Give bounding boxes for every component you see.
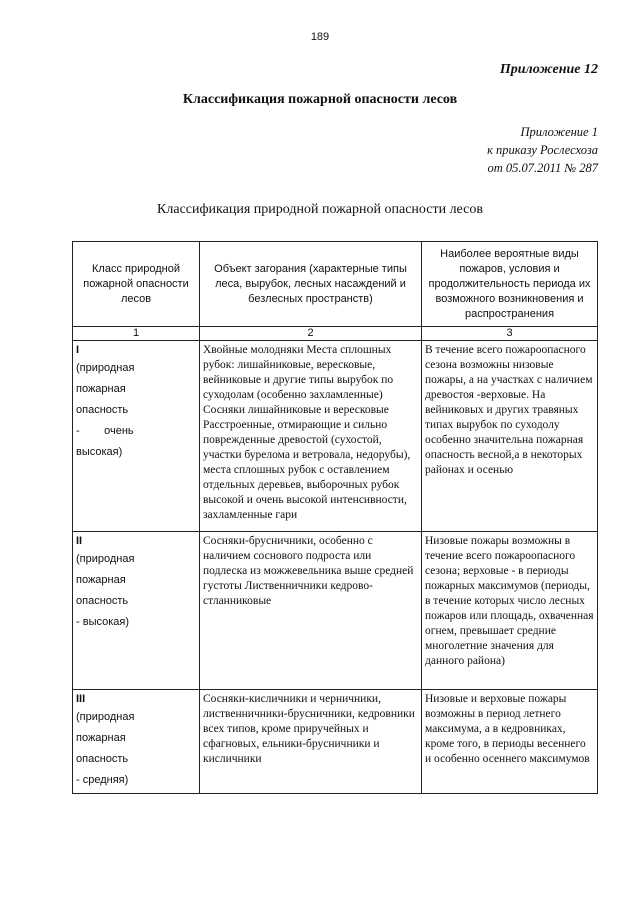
order-reference (487, 123, 598, 177)
fires-cell: Низовые пожары возможны в течение всего пожароопасного сезона; верховые - в периоды пожарных максимумов (периоды, в течение которых число лесных пожаров или площадь, охваченная огнем, превышает средние многолетние значения для данного района) (422, 532, 598, 690)
fires-cell: В течение всего пожароопасного сезона возможны низовые пожары, а на участках с наличием древостоя -верховые. На вейниковых и других травяных типах вырубок по суходолу особенно значительна пожарная опасность весной,а в некоторых районах и осенью (422, 341, 598, 532)
class-line: пожарная (76, 732, 126, 744)
class-line: (природная (76, 711, 135, 723)
objects-cell: Хвойные молодняки Места сплошных рубок: лишайниковые, вересковые, вейниковые и другие типы вырубок по суходолам (особенно захламленные) Сосняки лишайниковые и вересковые Расстроенные, отмирающие и сильно поврежденные древостой (сухостой, участки бурелома и ветровала, недорубы), места сплошных рубок с оставлением отдельных деревьев, выборочных рубок высокой и очень высокой интенсивности, захламленные гари (200, 341, 422, 532)
class-line: опасность (76, 595, 129, 607)
class-line: (природная (76, 553, 135, 565)
class-line: опасность (76, 404, 129, 416)
header-fires: Наиболее вероятные виды пожаров, условия и продолжительность периода их возможного возникновения и распространения (422, 242, 598, 327)
class-line: - высокая) (76, 616, 130, 628)
table-header-row (73, 242, 598, 327)
table-row (73, 532, 598, 690)
document-title: Классификация пожарной опасности лесов (182, 92, 458, 107)
table-row (73, 690, 598, 794)
order-reference-line-3: от 05.07.2011 № 287 (487, 161, 598, 175)
table-row (73, 341, 598, 532)
column-number-1: 1 (73, 327, 200, 341)
class-line: высокая) (76, 446, 123, 458)
class-line: (природная (76, 362, 135, 374)
objects-cell: Сосняки-кисличники и черничники, лиственничники-брусничники, кедровники всех типов, кроме приручейных и сфагновых, ельники-брусничники и кисличники (200, 690, 422, 794)
class-line: пожарная (76, 383, 126, 395)
class-line: - очень (76, 425, 134, 437)
appendix-label: Приложение 12 (499, 62, 598, 77)
header-objects: Объект загорания (характерные типы леса, вырубок, лесных насаждений и безлесных пространств) (200, 242, 422, 327)
class-line: пожарная (76, 574, 126, 586)
class-line: опасность (76, 753, 129, 765)
fire-risk-table (72, 241, 598, 794)
column-number-2: 2 (200, 327, 422, 341)
page-number: 189 (310, 31, 330, 43)
order-reference-line-2: к приказу Рослесхоза (487, 143, 598, 157)
class-numeral: I (76, 344, 80, 356)
column-number-row (73, 327, 598, 341)
header-class: Класс природной пожарной опасности лесов (73, 242, 200, 327)
class-line: - средняя) (76, 774, 129, 786)
class-cell (73, 341, 200, 532)
column-number-3: 3 (422, 327, 598, 341)
class-cell (73, 532, 200, 690)
objects-cell: Сосняки-брусничники, особенно с наличием соснового подроста или подлеска из можжевельника выше средней густоты Лиственничники кедрово-стланниковые (200, 532, 422, 690)
class-cell (73, 690, 200, 794)
class-numeral: II (76, 535, 83, 547)
table-title: Классификация природной пожарной опасности лесов (157, 202, 483, 217)
fires-cell: Низовые и верховые пожары возможны в период летнего максимума, а в кедровниках, кроме того, в периоды весеннего и особенно осеннего максимумов (422, 690, 598, 794)
order-reference-line-1: Приложение 1 (520, 125, 598, 139)
class-numeral: III (76, 693, 86, 705)
